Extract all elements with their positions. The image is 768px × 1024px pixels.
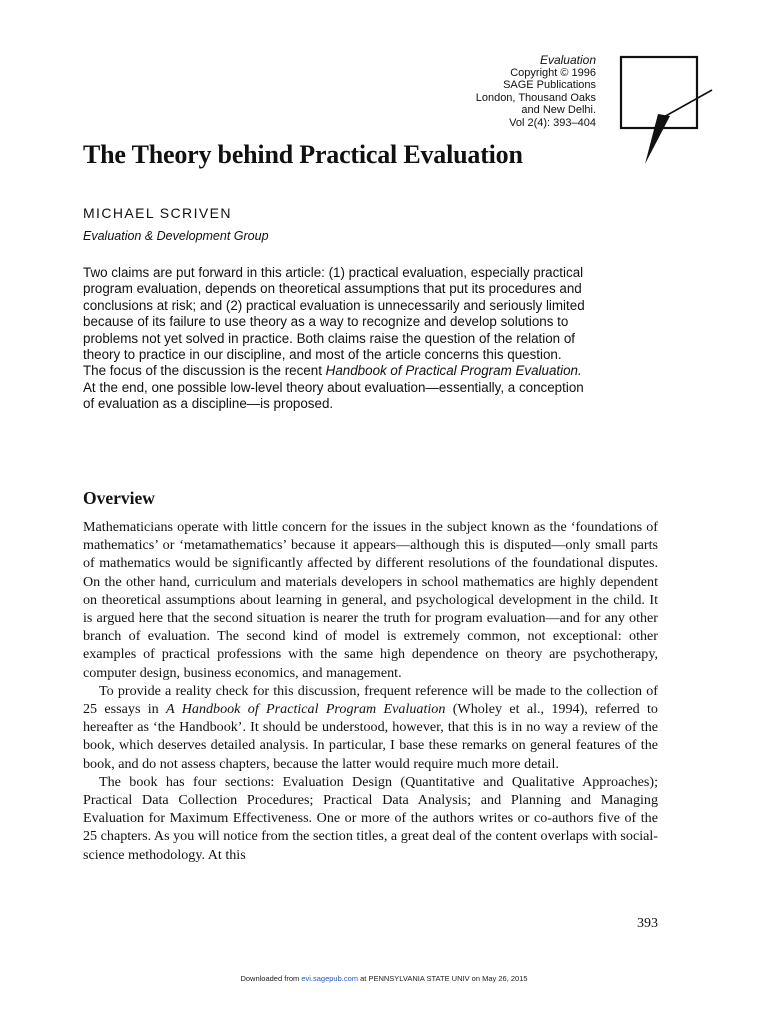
- abstract-book-title: Handbook of Practical Program Evaluation.: [325, 363, 582, 379]
- journal-info: [356, 54, 596, 130]
- abstract: [83, 265, 587, 413]
- author-name: MICHAEL SCRIVEN: [83, 205, 232, 221]
- paragraph-2-end: (Wholey et al., 1994), referred to hereafter as ‘the Handbook’. It should be understood, however, that this is in no way a review of the book, which deserves detailed analysis. In particular, I base these remarks on general features of the book, and do not assess chapters, because the latter would require much more detail.: [83, 701, 658, 772]
- footer-link[interactable]: evi.sagepub.com: [301, 974, 359, 983]
- footer-suffix: at PENNSYLVANIA STATE UNIV on May 26, 2015: [358, 974, 528, 983]
- journal-name: Evaluation: [539, 53, 596, 67]
- article-title: The Theory behind Practical Evaluation: [83, 140, 523, 169]
- journal-publisher: SAGE Publications: [503, 79, 596, 92]
- abstract-text-end: At the end, one possible low-level theory about evaluation—essentially, a conception of evaluation as a discipline—is proposed.: [83, 379, 584, 412]
- journal-copyright: Copyright © 1996: [510, 66, 596, 79]
- author-affiliation: Evaluation & Development Group: [83, 229, 269, 243]
- section-heading: Overview: [83, 488, 155, 508]
- paragraph-3: The book has four sections: Evaluation Design (Quantitative and Qualitative Approaches); Practical Data Collection Procedures; Practical Data Analysis; and Planning and Managing Evaluation for Maximum Effectiveness. One or more of the authors writes or co-authors five of the 25 chapters. As you will notice from the section titles, a great deal of the content overlaps with social-science methodology. At this: [83, 773, 658, 863]
- journal-volume: Vol 2(4): 393–404: [509, 116, 596, 129]
- journal-logo-icon: [614, 52, 718, 168]
- page-number: 393: [637, 916, 658, 931]
- paragraph-1: Mathematicians operate with little concern for the issues in the subject known as the ‘foundations of mathematics’ or ‘metamathematics’ because it appears—although this is disputed—only small parts of mathematics would be significantly affected by different resolutions of the foundational disputes. On the other hand, curriculum and materials developers in school mathematics are highly dependent on theoretical assumptions about learning in general, and psychological development in the child. It is argued here that the second situation is nearer the truth for program evaluation—and for any other branch of evaluation. The second kind of model is extremely common, not exceptional: other examples of practical professions with the same high dependence on theory are psychotherapy, computer design, business economics, and management.: [83, 519, 658, 681]
- journal-location-2: and New Delhi.: [521, 104, 596, 117]
- handbook-title: A Handbook of Practical Program Evaluation: [166, 701, 446, 718]
- journal-location: London, Thousand Oaks: [475, 91, 596, 104]
- abstract-text: Two claims are put forward in this article: (1) practical evaluation, especially practical program evaluation, depends on theoretical assumptions that put its procedures and conclusions at risk; and (2) practical evaluation is unnecessarily and seriously limited because of its failure to use theory as a way to recognize and develop solutions to problems not yet solved in practice. Both claims raise the question of the relation of theory to practice in our discipline, and most of the article concerns this question. The focus of the discussion is the recent: [83, 265, 585, 379]
- footer-prefix: Downloaded from: [240, 974, 302, 983]
- body-text: [83, 518, 658, 864]
- paragraph-2-start: To provide a reality check for this discussion, frequent reference will be made to the collection of 25 essays in: [83, 682, 658, 718]
- download-footer: [0, 974, 768, 983]
- paragraph-2: [83, 682, 658, 773]
